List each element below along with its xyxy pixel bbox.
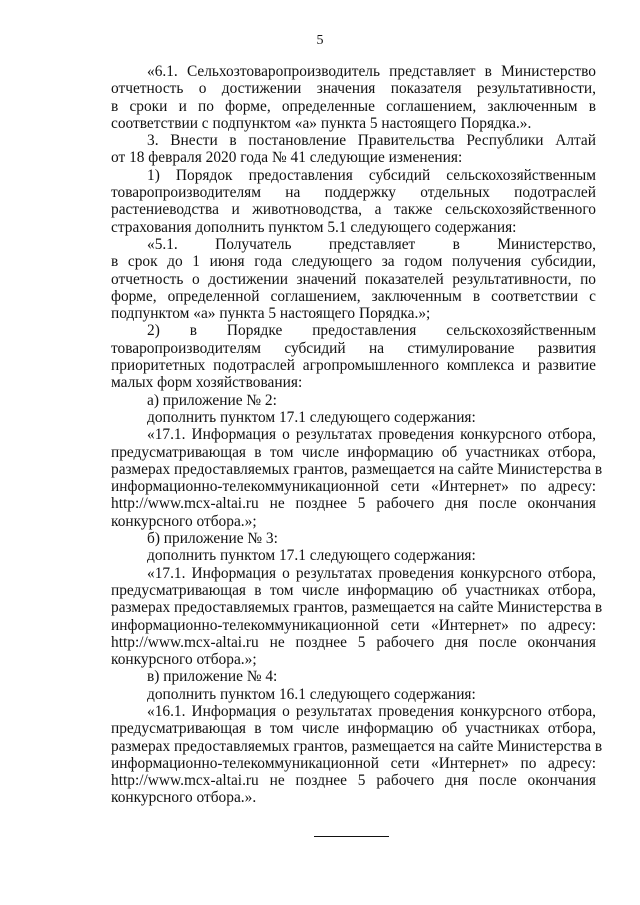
text-line: в срок до 1 июня года следующего за годом получения субсидии, [111, 253, 596, 271]
text-line: малых форм хозяйствования: [111, 374, 303, 392]
text-line: растениеводства и животноводства, а также сельскохозяйственного [111, 201, 596, 219]
text-line: размерах предоставляемых грантов, размещается на сайте Министерства в [111, 599, 603, 617]
text-line: дополнить пунктом 17.1 следующего содержания: [147, 547, 476, 565]
text-line: «17.1. Информация о результатах проведения конкурсного отбора, [147, 426, 596, 444]
text-line: страхования дополнить пунктом 5.1 следующего содержания: [111, 218, 517, 236]
text-line: б) приложение № 3: [147, 530, 278, 548]
text-line: в) приложение № 4: [147, 668, 278, 686]
text-line: дополнить пунктом 17.1 следующего содержания: [147, 408, 476, 426]
text-line: «17.1. Информация о результатах проведения конкурсного отбора, [147, 564, 596, 582]
page-number: 5 [316, 33, 324, 48]
text-line: размерах предоставляемых грантов, размещается на сайте Министерства в [111, 737, 603, 755]
text-line: информационно-телекоммуникационной сети «Интернет» по адресу: [111, 754, 596, 772]
text-line: товаропроизводителям субсидий на стимулирование развития [111, 339, 596, 357]
text-line: конкурсного отбора.». [111, 789, 257, 807]
closing-divider [314, 836, 389, 837]
text-line: конкурсного отбора.»; [111, 512, 257, 530]
text-line: предусматривающая в том числе информацию об участниках отбора, [111, 720, 596, 738]
text-line: форме, определенной соглашением, заключенным в соответствии с [111, 287, 596, 305]
text-line: отчетность о достижении значения показателя результативности, [111, 80, 596, 98]
text-line: «6.1. Сельхозтоваропроизводитель представляет в Министерство [147, 63, 596, 80]
text-line: подпунктом «а» пункта 5 настоящего Порядка.»; [111, 305, 431, 323]
text-line: 1) Порядок предоставления субсидий сельскохозяйственным [147, 166, 596, 184]
text-line: от 18 февраля 2020 года № 41 следующие изменения: [111, 149, 463, 167]
text-line: предусматривающая в том числе информацию об участниках отбора, [111, 581, 596, 599]
text-line: соответствии с подпунктом «а» пункта 5 настоящего Порядка.». [111, 114, 532, 132]
text-line: информационно-телекоммуникационной сети «Интернет» по адресу: [111, 616, 596, 634]
text-line: предусматривающая в том числе информацию об участниках отбора, [111, 443, 596, 461]
text-line: отчетность о достижении значений показателей результативности, по [111, 270, 596, 288]
text-line: «16.1. Информация о результатах проведения конкурсного отбора, [147, 702, 596, 720]
text-line: http://www.mcx-altai.ru не позднее 5 рабочего дня после окончания [111, 495, 596, 513]
text-line: 2) в Порядке предоставления сельскохозяйственным [147, 322, 596, 340]
text-line: http://www.mcx-altai.ru не позднее 5 рабочего дня после окончания [111, 633, 596, 651]
text-line: http://www.mcx-altai.ru не позднее 5 рабочего дня после окончания [111, 772, 596, 790]
text-line: в сроки и по форме, определенные соглашением, заключенным в [111, 97, 596, 115]
text-line: 3. Внести в постановление Правительства Республики Алтай [147, 132, 596, 150]
text-line: приоритетных подотраслей агропромышленного комплекса и развитие [111, 357, 596, 375]
text-line: «5.1. Получатель представляет в Министерство, [147, 235, 596, 253]
text-line: размерах предоставляемых грантов, размещается на сайте Министерства в [111, 460, 603, 478]
document-body [111, 63, 603, 807]
text-line: товаропроизводителям на поддержку отдельных подотраслей [111, 184, 596, 202]
text-line: дополнить пунктом 16.1 следующего содержания: [147, 685, 476, 703]
text-line: конкурсного отбора.»; [111, 651, 257, 669]
text-line: информационно-телекоммуникационной сети «Интернет» по адресу: [111, 478, 596, 496]
text-line: а) приложение № 2: [147, 391, 277, 409]
